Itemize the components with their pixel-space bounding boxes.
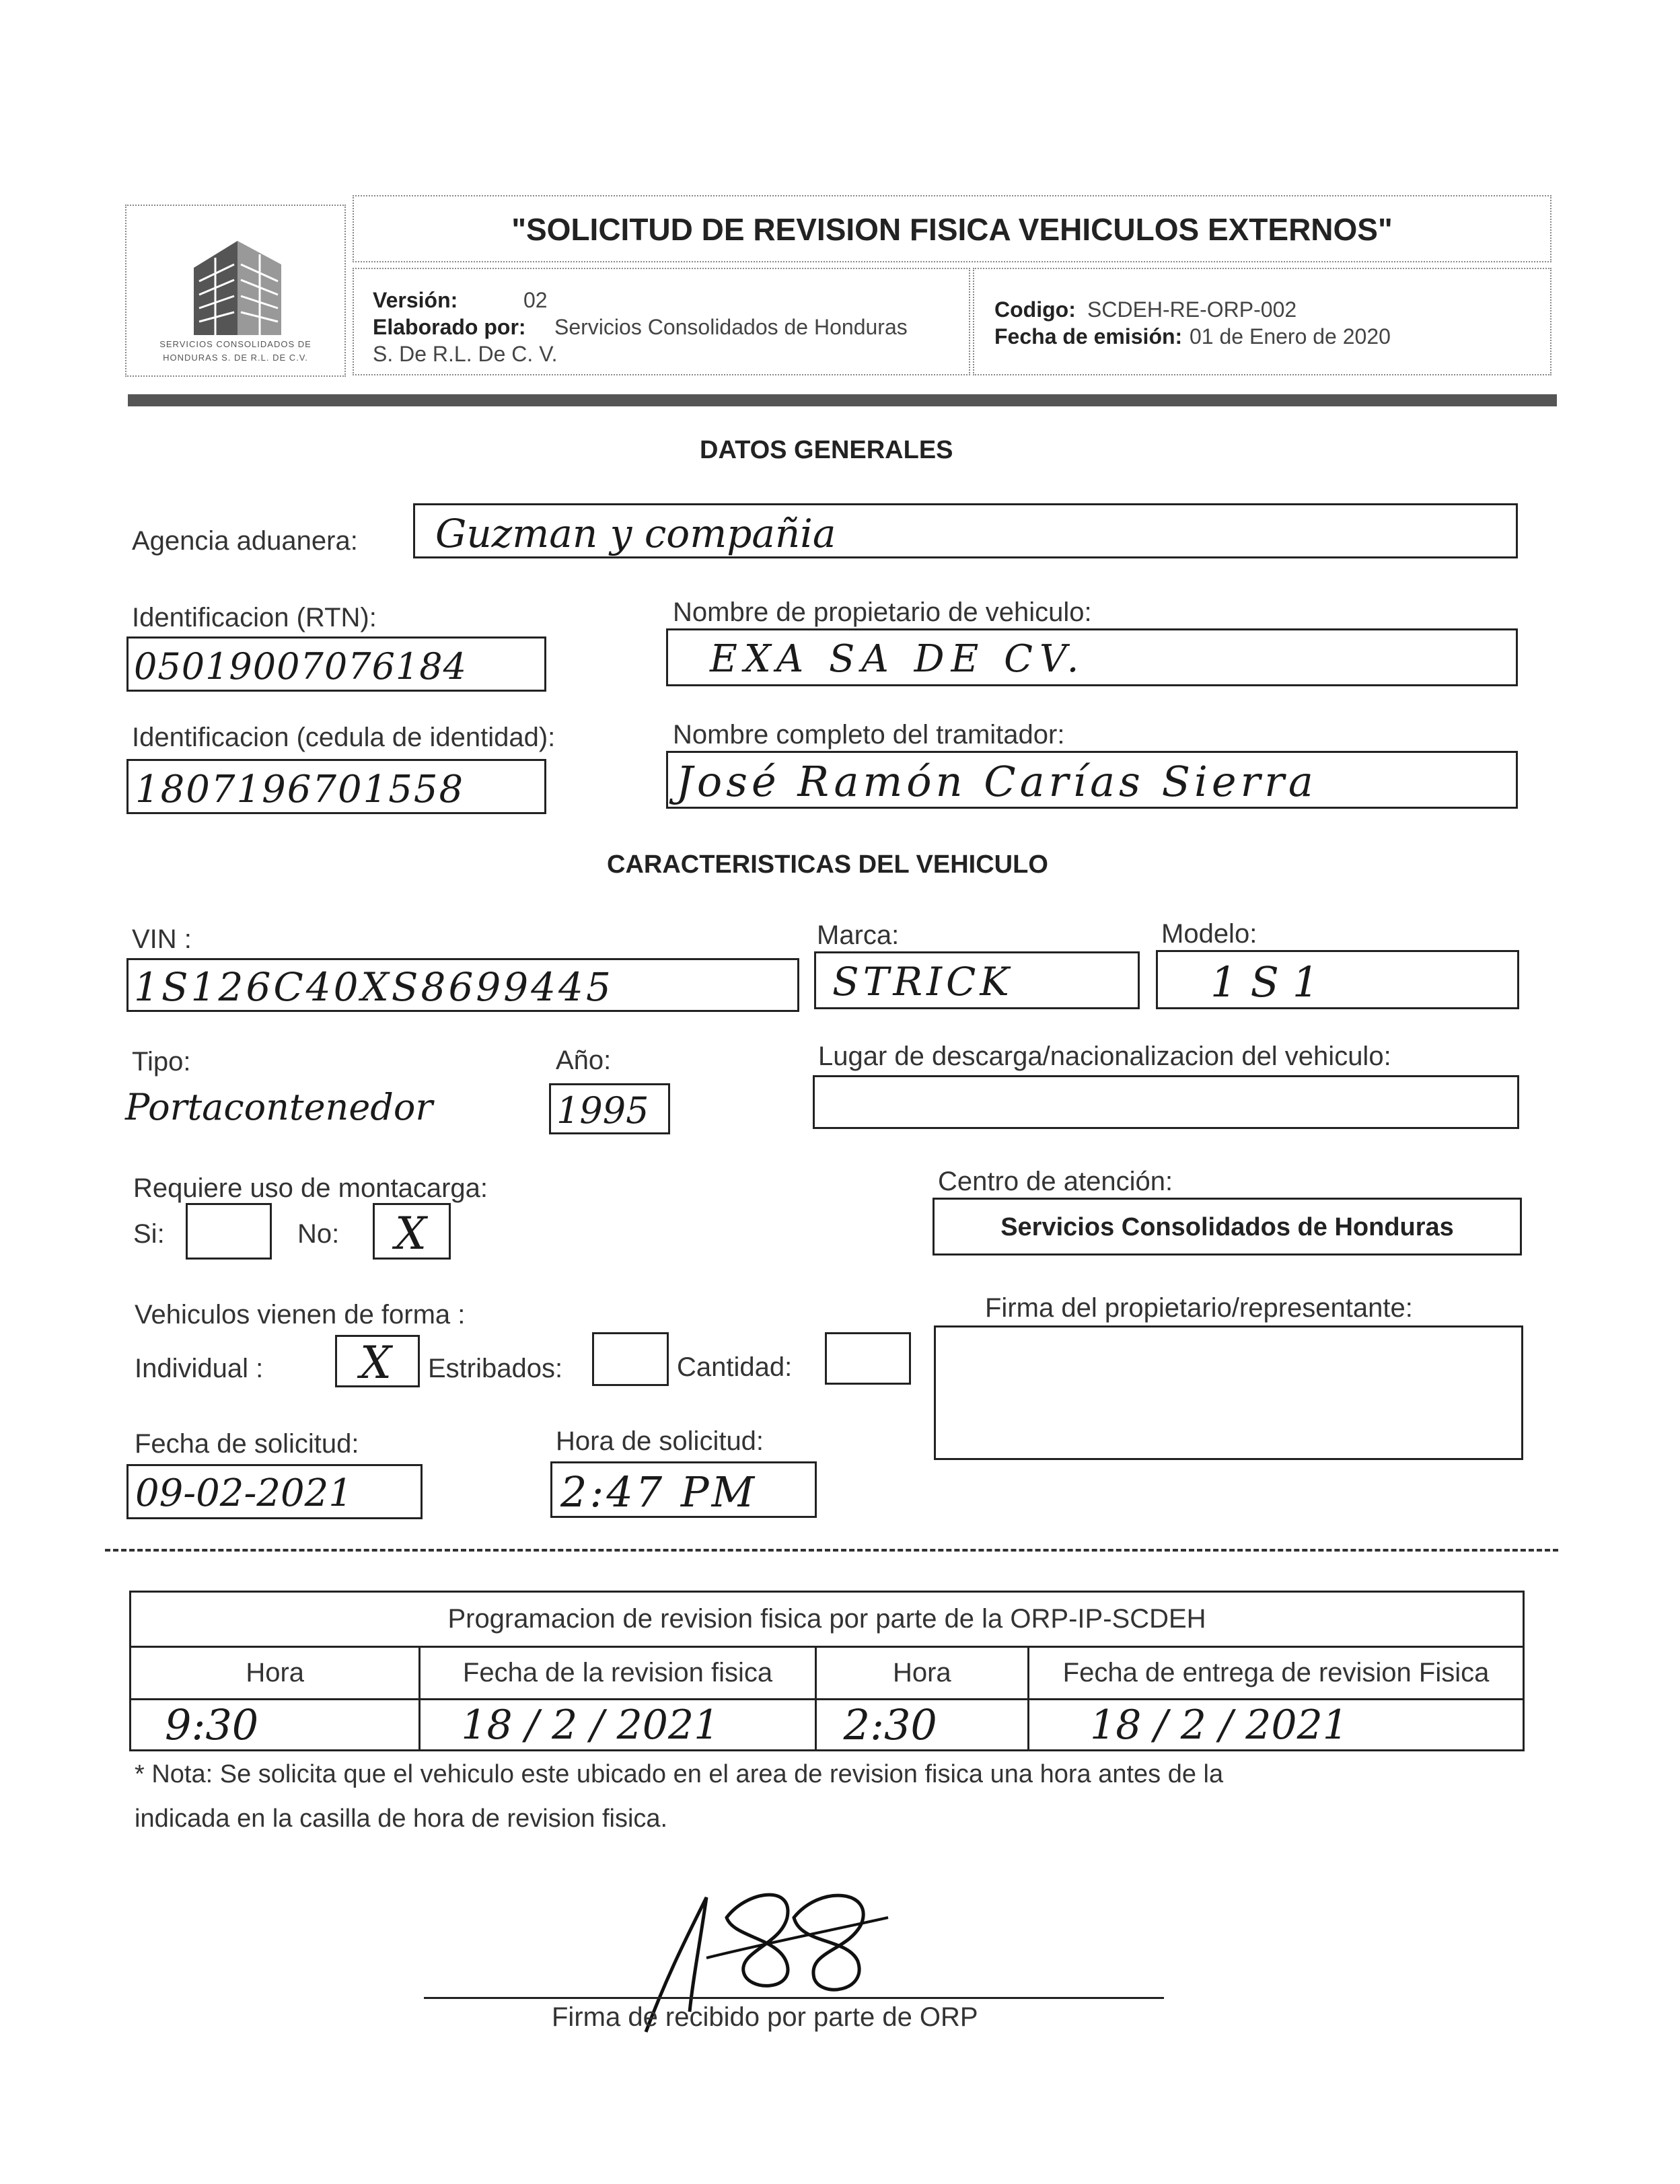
hora-solicitud-label: Hora de solicitud: <box>556 1426 764 1456</box>
propietario-label: Nombre de propietario de vehiculo: <box>673 597 1092 627</box>
programacion-title-row <box>131 1592 1524 1647</box>
codigo-label: Codigo: <box>994 297 1076 322</box>
modelo-label: Modelo: <box>1161 919 1257 949</box>
tramitador-field[interactable] <box>666 751 1518 809</box>
header-hora-revision: Hora <box>131 1647 420 1700</box>
fecha-solicitud-value: 09-02-2021 <box>135 1471 353 1515</box>
header-fecha-entrega: Fecha de entrega de revision Fisica <box>1029 1647 1524 1700</box>
individual-mark: X <box>360 1337 392 1389</box>
programacion-title: Programacion de revision fisica por parte de la ORP-IP-SCDEH <box>131 1592 1524 1647</box>
fecha-solicitud-label: Fecha de solicitud: <box>135 1429 359 1459</box>
si-label: Si: <box>133 1219 165 1249</box>
dashed-separator <box>105 1549 1558 1552</box>
header-hora-entrega: Hora <box>815 1647 1028 1700</box>
programacion-value-row <box>131 1700 1524 1751</box>
centro-label: Centro de atención: <box>938 1167 1173 1196</box>
agencia-field[interactable] <box>413 503 1518 558</box>
datos-generales-title: DATOS GENERALES <box>700 436 953 464</box>
nota-line2: indicada en la casilla de hora de revision fisica. <box>135 1805 668 1833</box>
programacion-table <box>129 1591 1525 1751</box>
centro-value: Servicios Consolidados de Honduras <box>1000 1213 1454 1241</box>
nota-line1: * Nota: Se solicita que el vehiculo este ubicado en el area de revision fisica una hora antes de la <box>135 1760 1224 1788</box>
fecha-emision-value: 01 de Enero de 2020 <box>1190 324 1391 349</box>
hora-entrega-value[interactable] <box>815 1700 1028 1751</box>
agencia-label: Agencia aduanera: <box>132 526 358 556</box>
elaborado-value: Servicios Consolidados de Honduras <box>554 315 908 339</box>
header-code-cell <box>973 268 1551 375</box>
modelo-field[interactable] <box>1156 950 1519 1009</box>
cedula-label: Identificacion (cedula de identidad): <box>132 723 556 752</box>
forma-label: Vehiculos vienen de forma : <box>135 1300 466 1330</box>
form-title: "SOLICITUD DE REVISION FISICA VEHICULOS EXTERNOS" <box>511 212 1393 247</box>
version-label: Versión: <box>373 288 458 312</box>
tipo-value: Portacontenedor <box>125 1086 433 1128</box>
individual-label: Individual : <box>135 1354 264 1383</box>
cantidad-field[interactable] <box>825 1332 911 1385</box>
cedula-value: 1807196701558 <box>135 768 465 811</box>
hora-revision-value[interactable] <box>131 1700 420 1751</box>
header-divider-bar <box>128 394 1557 406</box>
header-version-cell <box>353 268 970 375</box>
orp-signature-label: Firma de recibido por parte de ORP <box>552 2002 978 2032</box>
hora-solicitud-field[interactable] <box>550 1461 817 1518</box>
rtn-field[interactable] <box>126 636 546 692</box>
vehiculo-title: CARACTERISTICAS DEL VEHICULO <box>607 850 1048 879</box>
lugar-field[interactable] <box>813 1075 1519 1129</box>
building-logo-icon <box>180 227 295 342</box>
propietario-value: EXA SA DE CV. <box>710 637 1086 681</box>
codigo-value: SCDEH-RE-ORP-002 <box>1087 297 1297 322</box>
orp-signature-line <box>424 1997 1164 1999</box>
firma-propietario-label: Firma del propietario/representante: <box>985 1293 1413 1323</box>
anio-label: Año: <box>556 1046 612 1075</box>
logo-caption-line2: HONDURAS S. DE R.L. DE C.V. <box>163 353 308 363</box>
programacion-header-row <box>131 1647 1524 1700</box>
centro-field[interactable] <box>933 1198 1522 1255</box>
logo-caption-line1: SERVICIOS CONSOLIDADOS DE <box>159 339 312 349</box>
fecha-revision-text: 18 / 2 / 2021 <box>461 1701 720 1749</box>
version-value: 02 <box>523 288 548 312</box>
marca-value: STRICK <box>832 959 1013 1005</box>
cedula-field[interactable] <box>126 759 546 814</box>
header-fecha-revision: Fecha de la revision fisica <box>420 1647 815 1700</box>
tramitador-label: Nombre completo del tramitador: <box>673 720 1065 750</box>
no-mark: X <box>395 1208 427 1260</box>
header-title-cell <box>353 195 1551 262</box>
individual-checkbox[interactable] <box>335 1335 420 1387</box>
fecha-solicitud-field[interactable] <box>126 1464 423 1519</box>
marca-field[interactable] <box>814 951 1140 1009</box>
fecha-entrega-text: 18 / 2 / 2021 <box>1090 1701 1348 1749</box>
vin-field[interactable] <box>126 958 799 1012</box>
header-logo-cell <box>125 205 346 377</box>
modelo-value: 1S1 <box>1210 957 1333 1007</box>
hora-revision-text: 9:30 <box>165 1700 259 1749</box>
tramitador-value: José Ramón Carías Sierra <box>676 757 1317 806</box>
vin-label: VIN : <box>132 924 192 954</box>
elaborado-value-2: S. De R.L. De C. V. <box>373 342 558 366</box>
montacarga-label: Requiere uso de montacarga: <box>133 1173 488 1203</box>
estribados-checkbox[interactable] <box>592 1332 669 1386</box>
no-checkbox[interactable] <box>373 1203 451 1260</box>
si-checkbox[interactable] <box>186 1203 272 1260</box>
estribados-label: Estribados: <box>428 1354 563 1383</box>
rtn-value: 05019007076184 <box>134 645 467 688</box>
rtn-label: Identificacion (RTN): <box>132 603 377 632</box>
fecha-entrega-value[interactable] <box>1029 1700 1524 1751</box>
cantidad-label: Cantidad: <box>677 1352 793 1382</box>
tipo-label: Tipo: <box>132 1047 191 1077</box>
anio-field[interactable] <box>549 1083 670 1134</box>
no-label: No: <box>297 1219 340 1249</box>
agencia-value: Guzman y compañia <box>435 511 836 556</box>
fecha-revision-value[interactable] <box>420 1700 815 1751</box>
hora-entrega-text: 2:30 <box>843 1700 937 1749</box>
marca-label: Marca: <box>817 920 900 950</box>
vin-value: 1S126C40XS8699445 <box>134 964 614 1010</box>
propietario-field[interactable] <box>666 628 1518 686</box>
lugar-label: Lugar de descarga/nacionalizacion del vehiculo: <box>818 1042 1391 1071</box>
hora-solicitud-value: 2:47 PM <box>560 1467 758 1517</box>
firma-propietario-field[interactable] <box>934 1325 1523 1460</box>
anio-value: 1995 <box>556 1089 649 1132</box>
fecha-emision-label: Fecha de emisión: <box>994 324 1183 349</box>
elaborado-label: Elaborado por: <box>373 315 526 339</box>
